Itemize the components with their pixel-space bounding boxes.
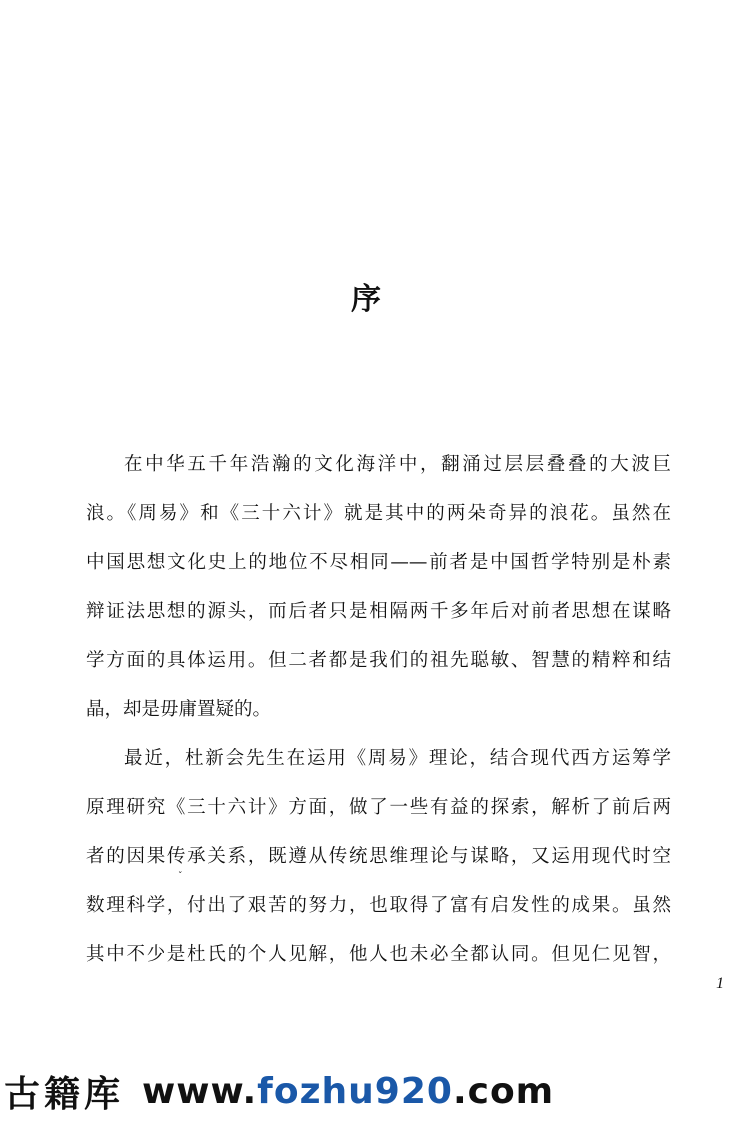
text-line: 学方面的具体运用。但二者都是我们的祖先聪敏、智慧的精粹和结 <box>86 650 671 671</box>
body-text <box>86 450 671 989</box>
watermark-banner <box>0 1060 732 1122</box>
watermark-site-name: 古籍库 <box>4 1073 125 1115</box>
watermark-url <box>124 1071 554 1112</box>
scan-speck: ˇ <box>178 872 183 882</box>
text-line: 其中不少是杜氏的个人见解，他人也未必全都认同。但见仁见智， <box>86 944 671 965</box>
watermark-url-suffix: .com <box>452 1070 555 1112</box>
watermark-url-prefix: www. <box>142 1070 258 1112</box>
watermark-url-domain: fozhu920 <box>257 1070 453 1112</box>
text-line: 者的因果传承关系，既遵从传统思维理论与谋略，又运用现代时空 <box>86 846 671 867</box>
paragraph-2 <box>86 744 671 989</box>
text-line: 浪。《周易》和《三十六计》就是其中的两朵奇异的浪花。虽然在 <box>86 503 671 524</box>
text-line: 在中华五千年浩瀚的文化海洋中，翻涌过层层叠叠的大波巨 <box>124 454 671 475</box>
text-line: 辩证法思想的源头，而后者只是相隔两千多年后对前者思想在谋略 <box>86 601 671 622</box>
page-title: 序 <box>351 282 381 317</box>
text-line: 中国思想文化史上的地位不尽相同——前者是中国哲学特别是朴素 <box>86 552 671 573</box>
text-line: 晶，却是毋庸置疑的。 <box>86 699 272 720</box>
page-number: 1 <box>716 975 724 992</box>
paragraph-1 <box>86 450 671 744</box>
text-line: 数理科学，付出了艰苦的努力，也取得了富有启发性的成果。虽然 <box>86 895 671 916</box>
text-line: 最近，杜新会先生在运用《周易》理论，结合现代西方运筹学 <box>124 748 671 769</box>
text-line: 原理研究《三十六计》方面，做了一些有益的探索，解析了前后两 <box>86 797 671 818</box>
